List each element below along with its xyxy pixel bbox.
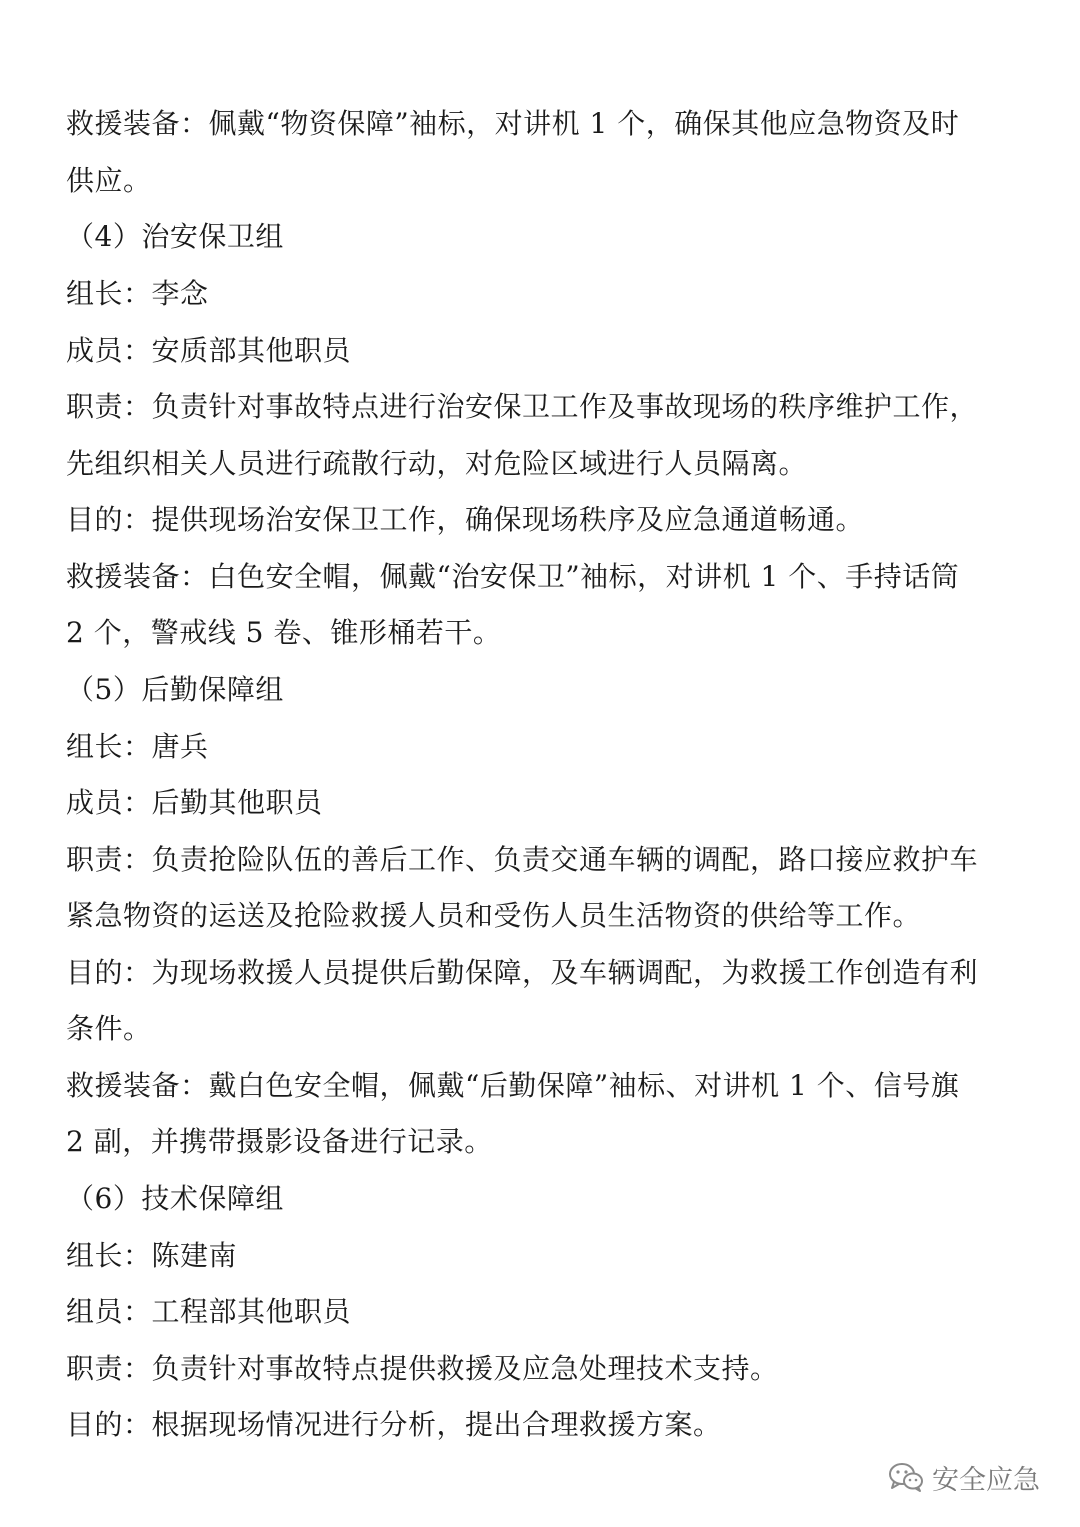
text-line: 成员：后勤其他职员 [66, 786, 323, 819]
section-heading: （5）后勤保障组 [66, 673, 284, 706]
text-line: 组员：工程部其他职员 [66, 1295, 352, 1328]
watermark [888, 1455, 1040, 1499]
text-line: 组长：李念 [66, 277, 209, 310]
text-line: 目的：根据现场情况进行分析，提出合理救援方案。 [66, 1408, 722, 1441]
text-line: 先组织相关人员进行疏散行动，对危险区域进行人员隔离。 [66, 447, 808, 480]
section-heading: （6）技术保障组 [66, 1182, 284, 1215]
watermark-text: 安全应急 [932, 1464, 1040, 1496]
text-line: 职责：负责针对事故特点提供救援及应急处理技术支持。 [66, 1352, 779, 1385]
text-line: 救援装备：戴白色安全帽，佩戴“后勤保障”袖标、对讲机 1 个、信号旗 [66, 1069, 960, 1102]
text-line: 职责：负责针对事故特点进行治安保卫工作及事故现场的秩序维护工作， [66, 390, 979, 423]
wechat-icon [888, 1461, 924, 1493]
text-line: 成员：安质部其他职员 [66, 334, 352, 367]
text-line: 救援装备：白色安全帽，佩戴“治安保卫”袖标，对讲机 1 个、手持话筒 [66, 560, 960, 593]
text-line: 目的：提供现场治安保卫工作，确保现场秩序及应急通道畅通。 [66, 503, 865, 536]
section-heading: （4）治安保卫组 [66, 220, 284, 253]
text-line: 2 个，警戒线 5 卷、锥形桶若干。 [66, 616, 502, 649]
text-line: 紧急物资的运送及抢险救援人员和受伤人员生活物资的供给等工作。 [66, 899, 922, 932]
text-line: 2 副，并携带摄影设备进行记录。 [66, 1125, 493, 1158]
text-line: 条件。 [66, 1012, 152, 1045]
text-line: 救援装备：佩戴“物资保障”袖标，对讲机 1 个，确保其他应急物资及时 [66, 107, 960, 140]
text-line: 组长：唐兵 [66, 730, 209, 763]
text-line: 目的：为现场救援人员提供后勤保障，及车辆调配，为救援工作创造有利 [66, 956, 979, 989]
text-line: 供应。 [66, 164, 152, 197]
text-line: 职责：负责抢险队伍的善后工作、负责交通车辆的调配，路口接应救护车 [66, 843, 979, 876]
text-line: 组长：陈建南 [66, 1239, 238, 1272]
